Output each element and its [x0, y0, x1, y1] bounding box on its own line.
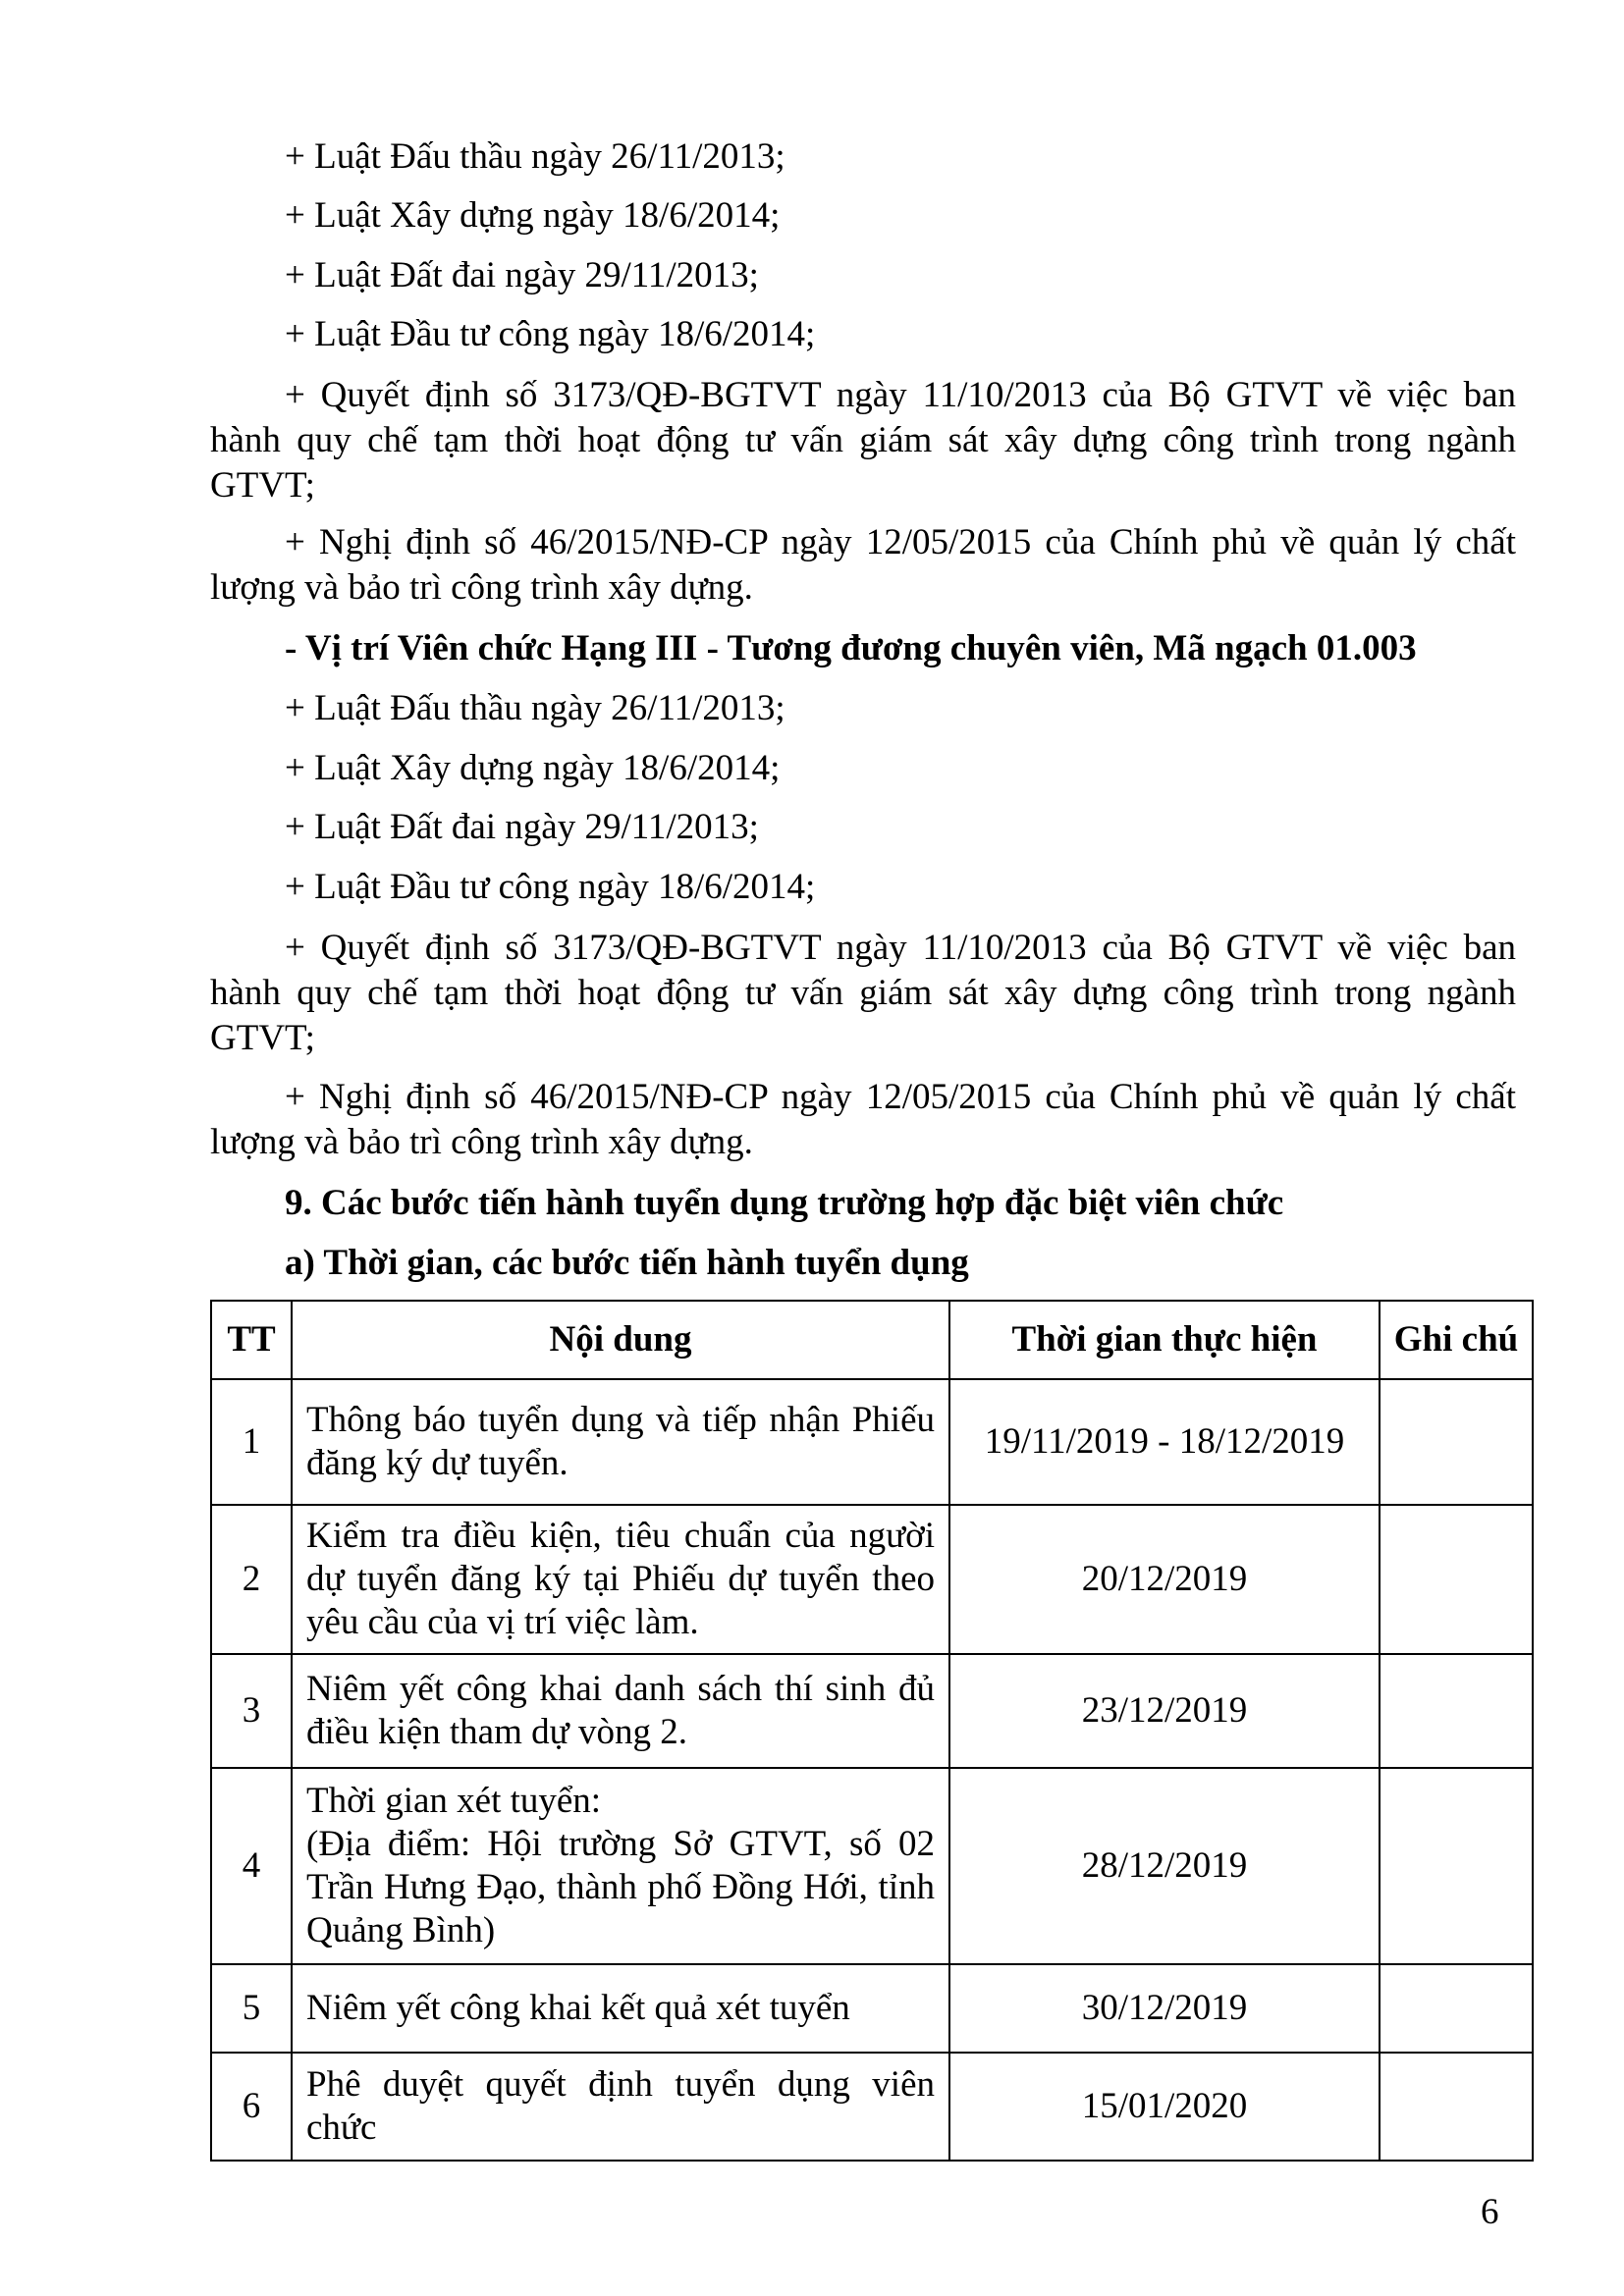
- header-tt: TT: [211, 1301, 292, 1379]
- law-item: + Luật Đấu thầu ngày 26/11/2013;: [285, 136, 785, 177]
- row-time: 15/01/2020: [949, 2053, 1380, 2161]
- row-number: 4: [211, 1768, 292, 1964]
- row-number: 5: [211, 1964, 292, 2053]
- table-row: [211, 2053, 1533, 2161]
- law-item: + Luật Xây dựng ngày 18/6/2014;: [285, 195, 781, 236]
- row-number: 2: [211, 1505, 292, 1654]
- row-note: [1380, 1505, 1533, 1654]
- row-note: [1380, 1654, 1533, 1768]
- table-header-row: [211, 1301, 1533, 1379]
- position-heading: - Vị trí Viên chức Hạng III - Tương đương chuyên viên, Mã ngạch 01.003: [285, 628, 1417, 668]
- table-row: [211, 1505, 1533, 1654]
- law-paragraph: + Quyết định số 3173/QĐ-BGTVT ngày 11/10/2013 của Bộ GTVT về việc ban hành quy chế tạm thời hoạt động tư vấn giám sát xây dựng công trình trong ngành GTVT;: [210, 375, 1516, 506]
- row-number: 1: [211, 1379, 292, 1505]
- law-item: + Luật Đầu tư công ngày 18/6/2014;: [285, 314, 816, 354]
- section-heading: 9. Các bước tiến hành tuyển dụng trường hợp đặc biệt viên chức: [285, 1183, 1284, 1223]
- row-content-line: (Địa điểm: Hội trường Sở GTVT, số 02 Trần Hưng Đạo, thành phố Đồng Hới, tỉnh Quảng Bình): [306, 1824, 935, 1950]
- law-item: + Luật Đất đai ngày 29/11/2013;: [285, 807, 759, 847]
- table-row: [211, 1379, 1533, 1505]
- row-content: Thông báo tuyển dụng và tiếp nhận Phiếu đăng ký dự tuyển.: [292, 1379, 949, 1505]
- law-item: + Luật Xây dựng ngày 18/6/2014;: [285, 748, 781, 788]
- header-time: Thời gian thực hiện: [949, 1301, 1380, 1379]
- recruitment-steps-table: [210, 1300, 1534, 2162]
- row-note: [1380, 2053, 1533, 2161]
- law-item: + Luật Đấu thầu ngày 26/11/2013;: [285, 688, 785, 728]
- table-row: [211, 1964, 1533, 2053]
- row-content: Kiểm tra điều kiện, tiêu chuẩn của người dự tuyển đăng ký tại Phiếu dự tuyển theo yêu cầu của vị trí việc làm.: [292, 1505, 949, 1654]
- law-paragraph: + Nghị định số 46/2015/NĐ-CP ngày 12/05/2015 của Chính phủ về quản lý chất lượng và bảo trì công trình xây dựng.: [210, 1077, 1516, 1162]
- row-content-line: Thời gian xét tuyển:: [306, 1781, 602, 1821]
- row-content: Niêm yết công khai kết quả xét tuyển: [292, 1964, 949, 2053]
- row-time: 30/12/2019: [949, 1964, 1380, 2053]
- law-paragraph: + Quyết định số 3173/QĐ-BGTVT ngày 11/10/2013 của Bộ GTVT về việc ban hành quy chế tạm thời hoạt động tư vấn giám sát xây dựng công trình trong ngành GTVT;: [210, 928, 1516, 1058]
- table-row: [211, 1768, 1533, 1964]
- row-time: 19/11/2019 - 18/12/2019: [949, 1379, 1380, 1505]
- row-content: Phê duyệt quyết định tuyển dụng viên chức: [292, 2053, 949, 2161]
- header-content: Nội dung: [292, 1301, 949, 1379]
- page-number: 6: [1481, 2192, 1499, 2232]
- row-number: 3: [211, 1654, 292, 1768]
- subsection-heading: a) Thời gian, các bước tiến hành tuyển dụng: [285, 1243, 969, 1283]
- row-note: [1380, 1768, 1533, 1964]
- row-note: [1380, 1964, 1533, 2053]
- row-content: Niêm yết công khai danh sách thí sinh đủ điều kiện tham dự vòng 2.: [292, 1654, 949, 1768]
- row-content: [292, 1768, 949, 1964]
- row-time: 20/12/2019: [949, 1505, 1380, 1654]
- law-item: + Luật Đất đai ngày 29/11/2013;: [285, 255, 759, 295]
- row-note: [1380, 1379, 1533, 1505]
- row-number: 6: [211, 2053, 292, 2161]
- row-time: 28/12/2019: [949, 1768, 1380, 1964]
- header-note: Ghi chú: [1380, 1301, 1533, 1379]
- law-item: + Luật Đầu tư công ngày 18/6/2014;: [285, 867, 816, 907]
- row-time: 23/12/2019: [949, 1654, 1380, 1768]
- law-paragraph: + Nghị định số 46/2015/NĐ-CP ngày 12/05/2015 của Chính phủ về quản lý chất lượng và bảo trì công trình xây dựng.: [210, 522, 1516, 608]
- table-row: [211, 1654, 1533, 1768]
